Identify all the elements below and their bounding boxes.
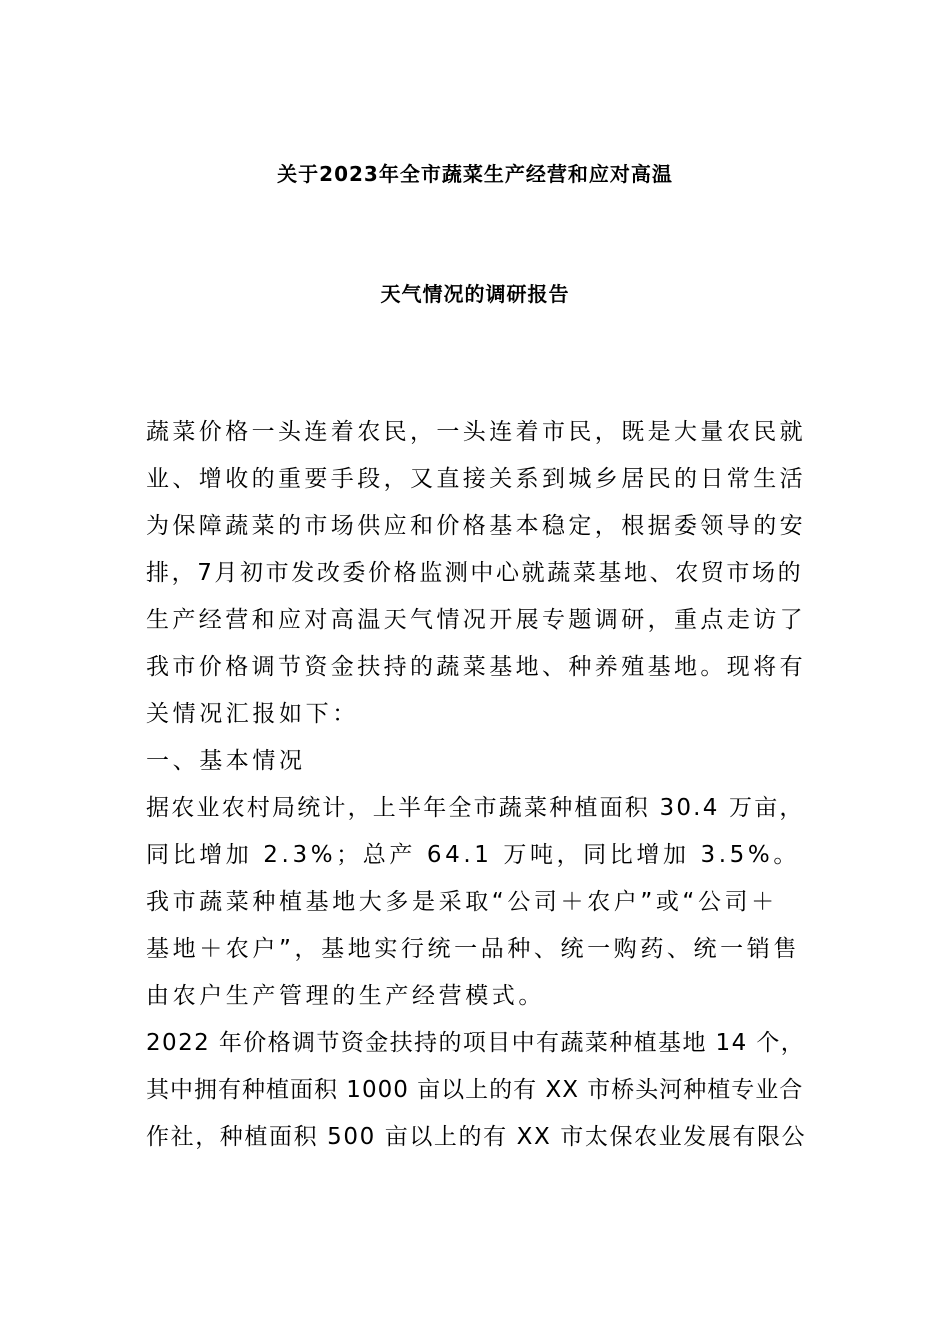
body-line: 为保障蔬菜的市场供应和价格基本稳定，根据委领导的安 <box>146 513 806 539</box>
document-title-line-1: 关于2023年全市蔬菜生产经营和应对高温 <box>277 162 673 186</box>
document-title-line-2: 天气情况的调研报告 <box>380 282 570 306</box>
body-line: 2022 年价格调节资金扶持的项目中有蔬菜种植基地 14 个， <box>146 1030 806 1056</box>
body-line: 其中拥有种植面积 1000 亩以上的有 XX 市桥头河种植专业合 <box>146 1077 804 1103</box>
body-line: 由农户生产管理的生产经营模式。 <box>146 983 545 1009</box>
body-line: 同比增加 2.3%；总产 64.1 万吨，同比增加 3.5%。 <box>146 842 800 868</box>
body-line: 业、增收的重要手段，又直接关系到城乡居民的日常生活 <box>146 466 806 492</box>
body-line: 我市价格调节资金扶持的蔬菜基地、种养殖基地。现将有 <box>146 654 806 680</box>
document-body <box>146 414 806 1166</box>
section-heading: 一、基本情况 <box>146 748 306 774</box>
body-line: 我市蔬菜种植基地大多是采取“公司＋农户”或“公司＋ <box>146 889 778 915</box>
body-line: 排，7月初市发改委价格监测中心就蔬菜基地、农贸市场的 <box>146 560 804 586</box>
body-line: 作社，种植面积 500 亩以上的有 XX 市太保农业发展有限公 <box>146 1124 807 1150</box>
body-line: 蔬菜价格一头连着农民，一头连着市民，既是大量农民就 <box>146 419 806 445</box>
body-line: 关情况汇报如下： <box>146 701 359 727</box>
body-line: 基地＋农户”，基地实行统一品种、统一购药、统一销售 <box>146 936 800 962</box>
body-line: 据农业农村局统计，上半年全市蔬菜种植面积 30.4 万亩， <box>146 795 805 821</box>
body-line: 生产经营和应对高温天气情况开展专题调研，重点走访了 <box>146 607 806 633</box>
